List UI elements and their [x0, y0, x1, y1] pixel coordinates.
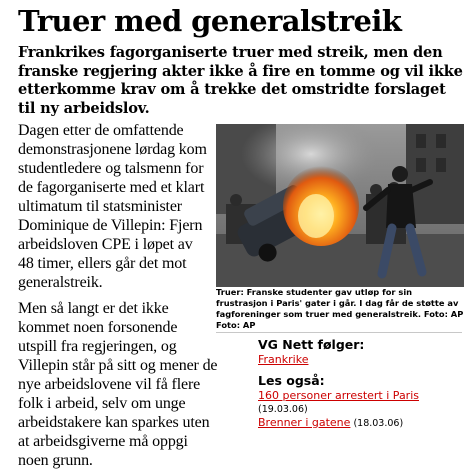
body-paragraph-1: Dagen etter de omfattende demonstrasjonene lørdag kom studentledere og talsmenn for de fagorganiserte med et klart ultimatum til statsminister Dominique de Villepin: Fjern arbeidsloven CPE i løpet av 48 timer, ellers går det mot generalstreik. — [18, 122, 207, 291]
related-article-1 — [258, 389, 468, 403]
related-date-2: (18.03.06) — [353, 418, 404, 429]
related-article-1-date-line — [258, 403, 468, 416]
related-link-1[interactable]: 160 personer arrestert i Paris — [258, 389, 419, 402]
follows-line — [258, 353, 468, 367]
headline: Truer med generalstreik — [18, 4, 402, 38]
topic-link-frankrike[interactable]: Frankrike — [258, 353, 309, 366]
street-riot-image — [216, 124, 464, 287]
related-links-box — [258, 337, 468, 430]
related-article-2 — [258, 416, 468, 430]
sidebar-divider — [216, 332, 462, 333]
body-paragraph-2: Men så langt er det ikke kommet noen forsonende utspill fra regjeringen, og Villepin står på sitt og mener de nye arbeidslovene vil få flere folk i arbeid, selv om unge arbeidstakere kan sparkes uten at arbeidsgiverne må oppgi noen grunn. — [18, 300, 218, 469]
follows-heading: VG Nett følger: — [258, 337, 365, 352]
photo-caption: Truer: Franske studenter gav utløp for sin frustrasjon i Paris' gater i går. I dag får de støtte av fagforeninger som truer med generalstreik. Foto: AP Foto: AP — [216, 287, 464, 330]
related-date-1: (19.03.06) — [258, 404, 308, 415]
related-link-2[interactable]: Brenner i gatene — [258, 416, 351, 429]
read-also-heading: Les også: — [258, 373, 325, 388]
news-photo — [216, 124, 464, 287]
ingress: Frankrikes fagorganiserte truer med streik, men den franske regjering akter ikke å fire en tomme og vil ikke etterkomme krav om å trekke det omstridte forslaget til ny arbeidslov. — [18, 44, 463, 117]
